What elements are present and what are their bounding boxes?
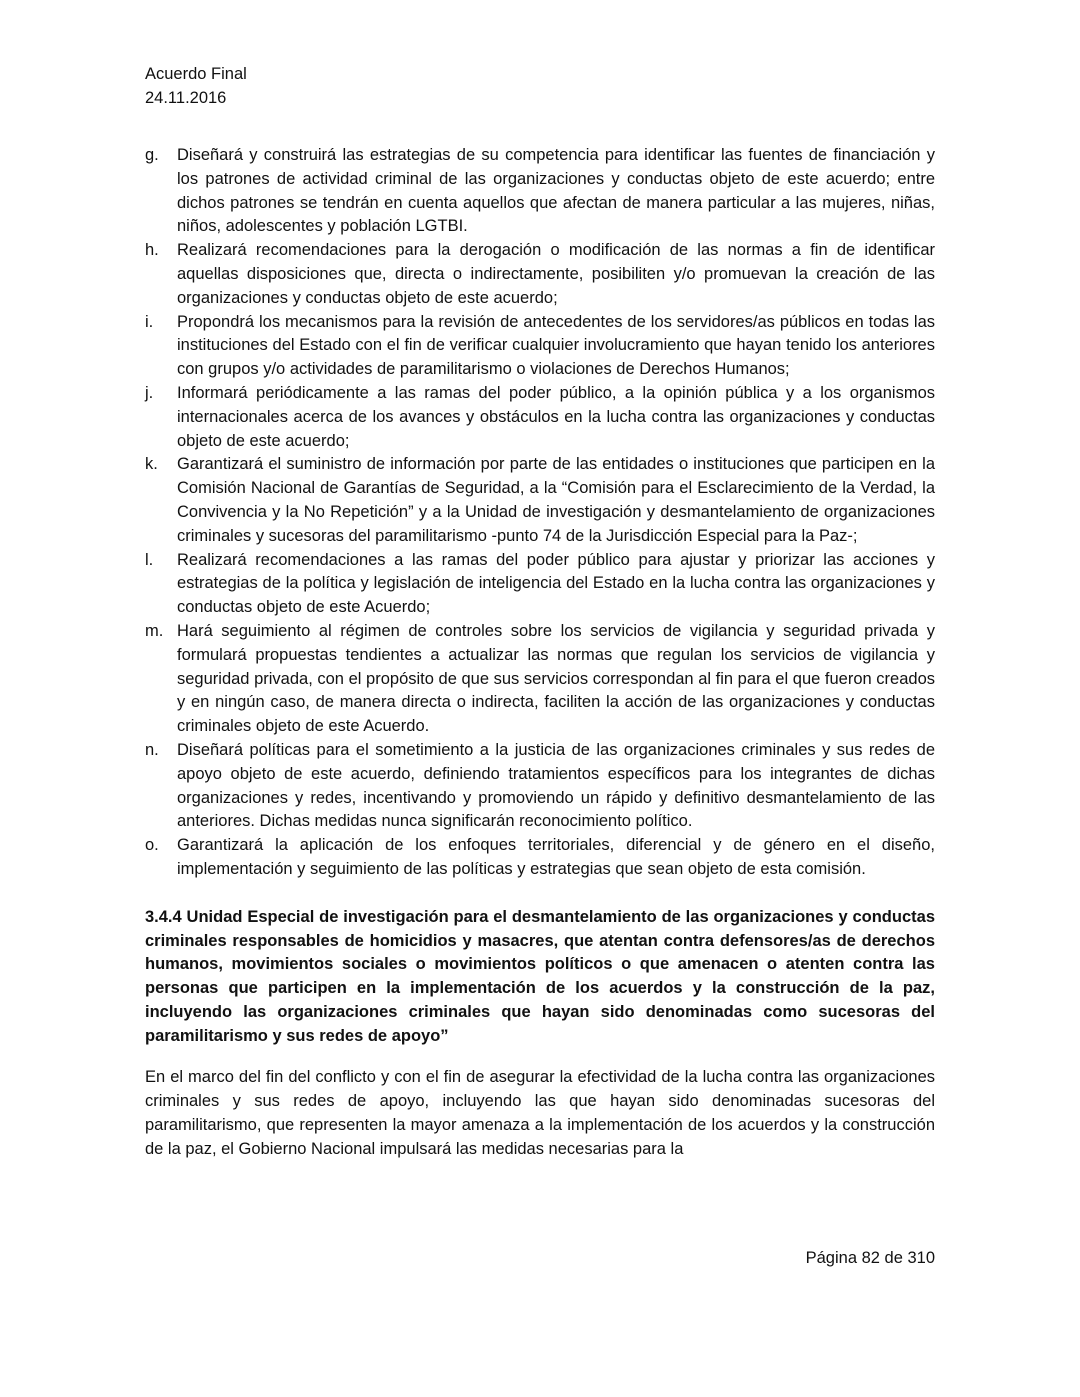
list-item-text: Diseñará políticas para el sometimiento a la justicia de las organizaciones criminales y sus redes de apoyo objeto de este acuerdo, definiendo tratamientos específicos para los integrantes de dichas organizaciones y redes, incentivando y promoviendo un rápido y definitivo desmantelamiento de las anteriores. Dichas medidas nunca significarán reconocimiento político. [177,740,935,831]
list-marker: l. [145,550,154,569]
list-marker: i. [145,312,154,331]
list-marker: j. [145,383,154,402]
list-item-i [145,311,935,382]
document-date: 24.11.2016 [145,89,227,107]
list-item-text: Propondrá los mecanismos para la revisión de antecedentes de los servidores/as públicos en todas las instituciones del Estado con el fin de verificar cualquier involucramiento que hayan tenido los anteriores con grupos y/o actividades de paramilitarismo o violaciones de Derechos Humanos; [177,312,935,379]
document-title: Acuerdo Final [145,65,247,83]
list-marker: o. [145,836,159,855]
list-item-h [145,239,935,310]
list-marker: k. [145,455,158,474]
list-item-text: Informará periódicamente a las ramas del poder público, a la opinión pública y a los organismos internacionales acerca de los avances y obstáculos en la lucha contra las organizaciones y conductas objeto de este acuerdo; [177,383,935,450]
list-item-text: Realizará recomendaciones a las ramas del poder público para ajustar y priorizar las acciones y estrategias de la política y legislación de inteligencia del Estado en la lucha contra las organizaciones y conductas objeto de este Acuerdo; [177,550,935,617]
list-item-text: Diseñará y construirá las estrategias de su competencia para identificar las fuentes de financiación y los patrones de actividad criminal de las organizaciones y conductas objeto de este acuerdo; entre dichos patrones se tendrán en cuenta aquellos que afectan de manera particular a las mujeres, niñas, niños, adolescentes y población LGTBI. [177,146,935,236]
list-marker: m. [145,621,164,640]
list-item-l [145,549,935,620]
list-item-m [145,620,935,739]
section-heading: 3.4.4 Unidad Especial de investigación para el desmantelamiento de las organizaciones y conductas criminales responsables de homicidios y masacres, que atentan contra defensores/as de derechos humanos, movimientos sociales o movimientos políticos o que amenacen o atenten contra las personas que participen en la implementación de los acuerdos y la construcción de la paz, incluyendo las organizaciones criminales que hayan sido denominadas como sucesoras del paramilitarismo y sus redes de apoyo” [145,907,935,1045]
list-item-text: Garantizará la aplicación de los enfoques territoriales, diferencial y de género en el diseño, implementación y seguimiento de las políticas y estrategias que sean objeto de esta comisión. [177,836,935,878]
function-list [145,144,935,882]
list-item-o [145,834,935,882]
list-item-text: Realizará recomendaciones para la derogación o modificación de las normas a fin de identificar aquellas disposiciones que, directa o indirectamente, posibiliten y/o promuevan la creación de las organizaciones y conductas objeto de este acuerdo; [177,241,935,307]
page-number: Página 82 de 310 [805,1249,935,1267]
list-item-j [145,382,935,453]
list-item-text: Hará seguimiento al régimen de controles sobre los servicios de vigilancia y seguridad privada y formulará propuestas tendientes a actualizar las normas que regulan los servicios de vigilancia y seguridad privada, con el propósito de que sus servicios correspondan al fin para el que fueron creados y en ningún caso, de manera directa o indirecta, faciliten la acción de las organizaciones y conductas criminales objeto de este Acuerdo. [177,621,935,736]
document-page [145,62,935,1162]
list-item-text: Garantizará el suministro de información por parte de las entidades o instituciones que participen en la Comisión Nacional de Garantías de Seguridad, a la “Comisión para el Esclarecimiento de la Verdad, la Convivencia y la No Repetición” y a la Unidad de investigación y desmantelamiento de organizaciones criminales y sucesoras del paramilitarismo -punto 74 de la Jurisdicción Especial para la Paz-; [177,455,935,545]
list-item-g [145,144,935,239]
list-marker: n. [145,740,159,759]
list-marker: g. [145,146,159,164]
list-item-k [145,453,935,548]
section-paragraph: En el marco del fin del conflicto y con el fin de asegurar la efectividad de la lucha contra las organizaciones criminales y sus redes de apoyo, incluyendo las que hayan sido denominadas sucesoras del paramilitarismo, que representen la mayor amenaza a la implementación de los acuerdos y la construcción de la paz, el Gobierno Nacional impulsará las medidas necesarias para la [145,1068,935,1158]
list-item-n [145,739,935,834]
list-marker: h. [145,241,159,260]
